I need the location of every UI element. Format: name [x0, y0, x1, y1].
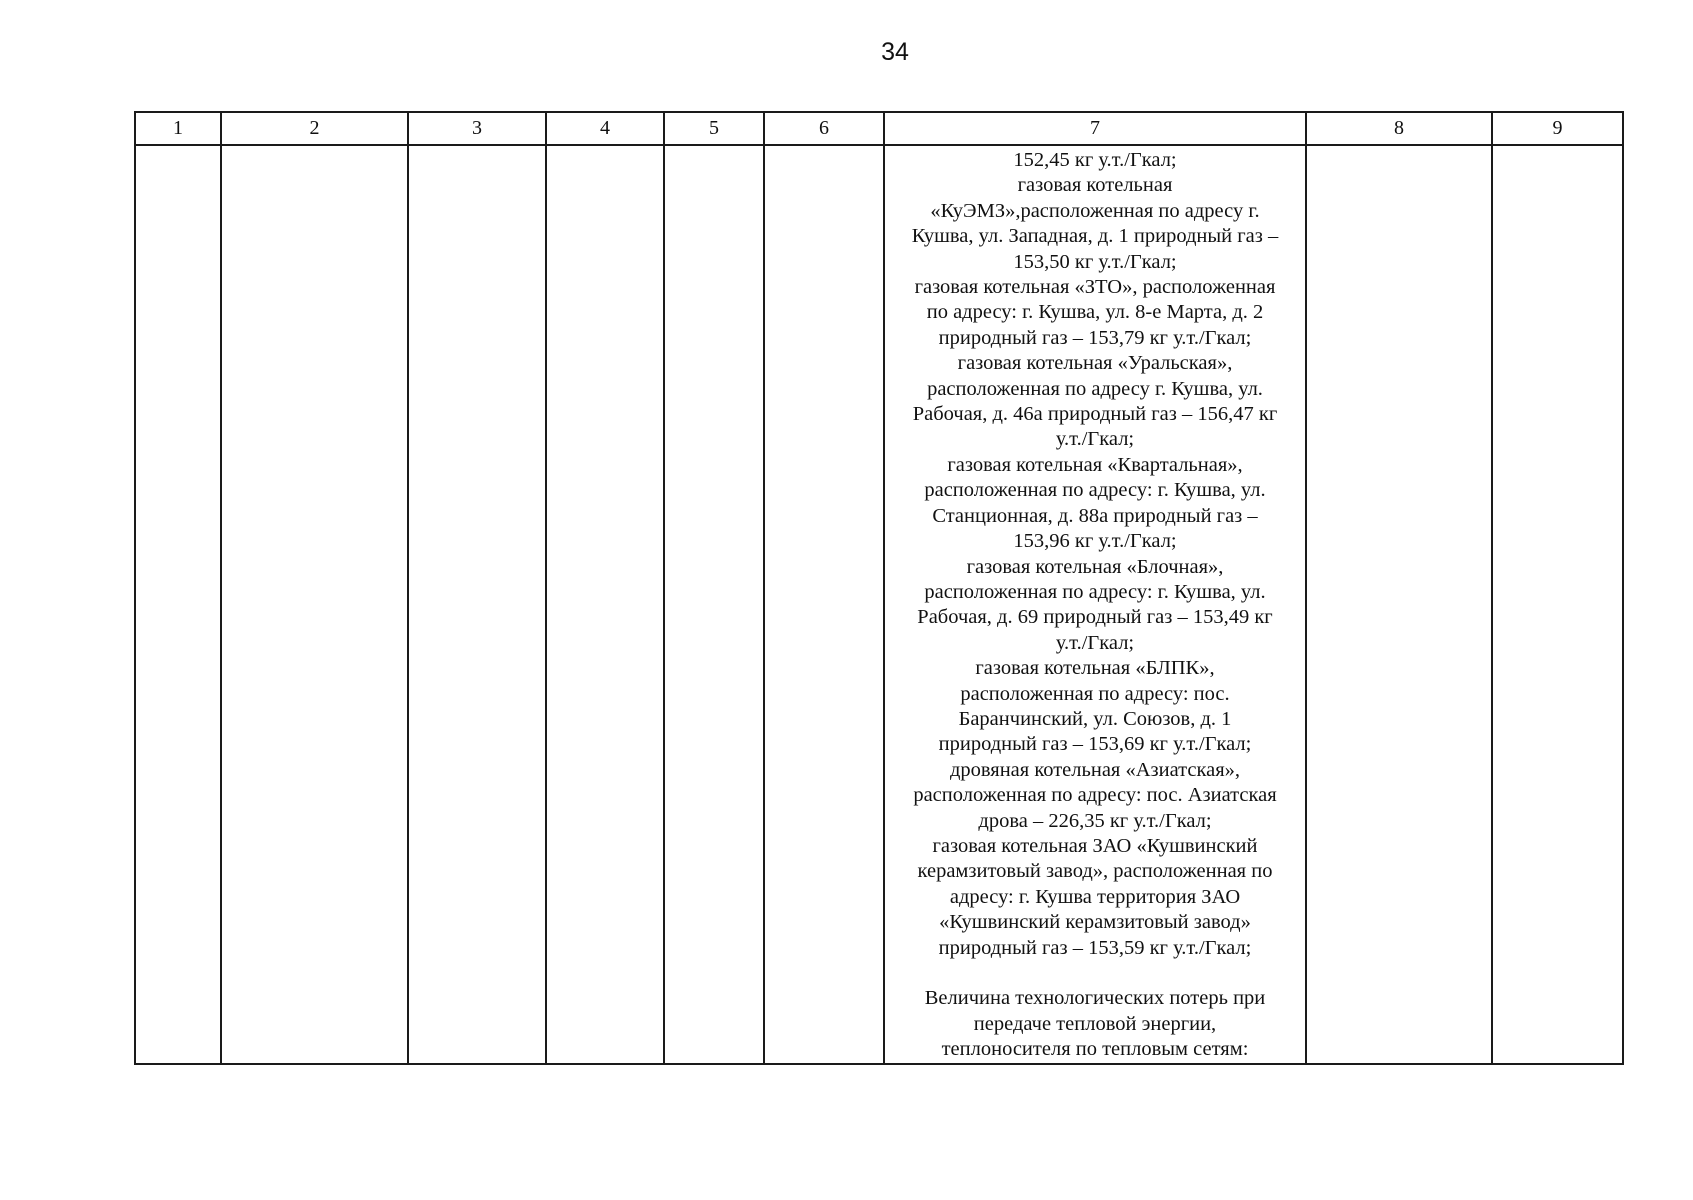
text-line: керамзитовый завод», расположенная по: [917, 860, 1273, 883]
text-line: газовая котельная «Блочная»,: [966, 555, 1224, 578]
cell-col-9: [1492, 145, 1623, 1064]
text-line: газовая котельная: [1017, 174, 1173, 197]
column-header-5: 5: [664, 112, 764, 145]
text-line: у.т./Гкал;: [1055, 631, 1135, 654]
cell-col-1: [135, 145, 221, 1064]
text-line: Кушва, ул. Западная, д. 1 природный газ –: [911, 225, 1279, 248]
cell-col-3: [408, 145, 546, 1064]
text-line: расположенная по адресу: г. Кушва, ул.: [924, 580, 1266, 603]
text-line: газовая котельная «БЛПК»,: [975, 657, 1215, 680]
table-row: [135, 145, 1623, 1064]
cell-col-6: [764, 145, 884, 1064]
text-line: Станционная, д. 88а природный газ –: [932, 504, 1258, 527]
text-line: расположенная по адресу: пос. Азиатская: [913, 784, 1277, 807]
text-line: 153,50 кг у.т./Гкал;: [1013, 250, 1177, 273]
text-line: [895, 961, 1295, 986]
column-header-2: 2: [221, 112, 408, 145]
text-line: дрова – 226,35 кг у.т./Гкал;: [978, 809, 1212, 832]
text-line: по адресу: г. Кушва, ул. 8-е Марта, д. 2: [926, 301, 1264, 324]
text-line: у.т./Гкал;: [1055, 428, 1135, 451]
text-line: Баранчинский, ул. Союзов, д. 1: [958, 707, 1232, 730]
cell-col-4: [546, 145, 664, 1064]
text-line: Рабочая, д. 46а природный газ – 156,47 кг: [912, 403, 1278, 426]
text-line: газовая котельная «Квартальная»,: [947, 453, 1243, 476]
text-line: дровяная котельная «Азиатская»,: [949, 758, 1241, 781]
text-line: передаче тепловой энергии,: [973, 1012, 1217, 1035]
cell-col-2: [221, 145, 408, 1064]
text-line: природный газ – 153,69 кг у.т./Гкал;: [938, 733, 1252, 756]
text-line: природный газ – 153,59 кг у.т./Гкал;: [938, 936, 1252, 959]
column-header-6: 6: [764, 112, 884, 145]
page-number: 34: [881, 38, 909, 66]
text-line: 152,45 кг у.т./Гкал;: [1013, 149, 1177, 171]
text-line: расположенная по адресу г. Кушва, ул.: [927, 377, 1263, 400]
text-line: «Кушвинский керамзитовый завод»: [939, 911, 1251, 934]
column-header-1: 1: [135, 112, 221, 145]
text-line: Рабочая, д. 69 природный газ – 153,49 кг: [917, 606, 1273, 629]
column-header-3: 3: [408, 112, 546, 145]
column-header-9: 9: [1492, 112, 1623, 145]
text-line: 153,96 кг у.т./Гкал;: [1013, 530, 1177, 553]
text-line: теплоносителя по тепловым сетям:: [941, 1038, 1249, 1061]
column-header-8: 8: [1306, 112, 1492, 145]
header-row: [135, 112, 1623, 145]
data-table: [134, 111, 1624, 1065]
cell-col-5: [664, 145, 764, 1064]
text-line: адресу: г. Кушва территория ЗАО: [949, 885, 1241, 908]
text-line: газовая котельная «ЗТО», расположенная: [914, 276, 1276, 299]
column-header-4: 4: [546, 112, 664, 145]
text-line: газовая котельная ЗАО «Кушвинский: [932, 834, 1258, 857]
text-line: расположенная по адресу: пос.: [960, 682, 1230, 705]
text-line: расположенная по адресу: г. Кушва, ул.: [924, 479, 1266, 502]
cell-col-7-boiler-list: [884, 145, 1306, 1064]
text-line: газовая котельная «Уральская»,: [957, 352, 1233, 375]
column-header-7: 7: [884, 112, 1306, 145]
text-line: природный газ – 153,79 кг у.т./Гкал;: [938, 326, 1252, 349]
cell-col-8: [1306, 145, 1492, 1064]
text-line: Величина технологических потерь при: [924, 987, 1266, 1010]
text-line: «КуЭМЗ»,расположенная по адресу г.: [930, 199, 1260, 222]
